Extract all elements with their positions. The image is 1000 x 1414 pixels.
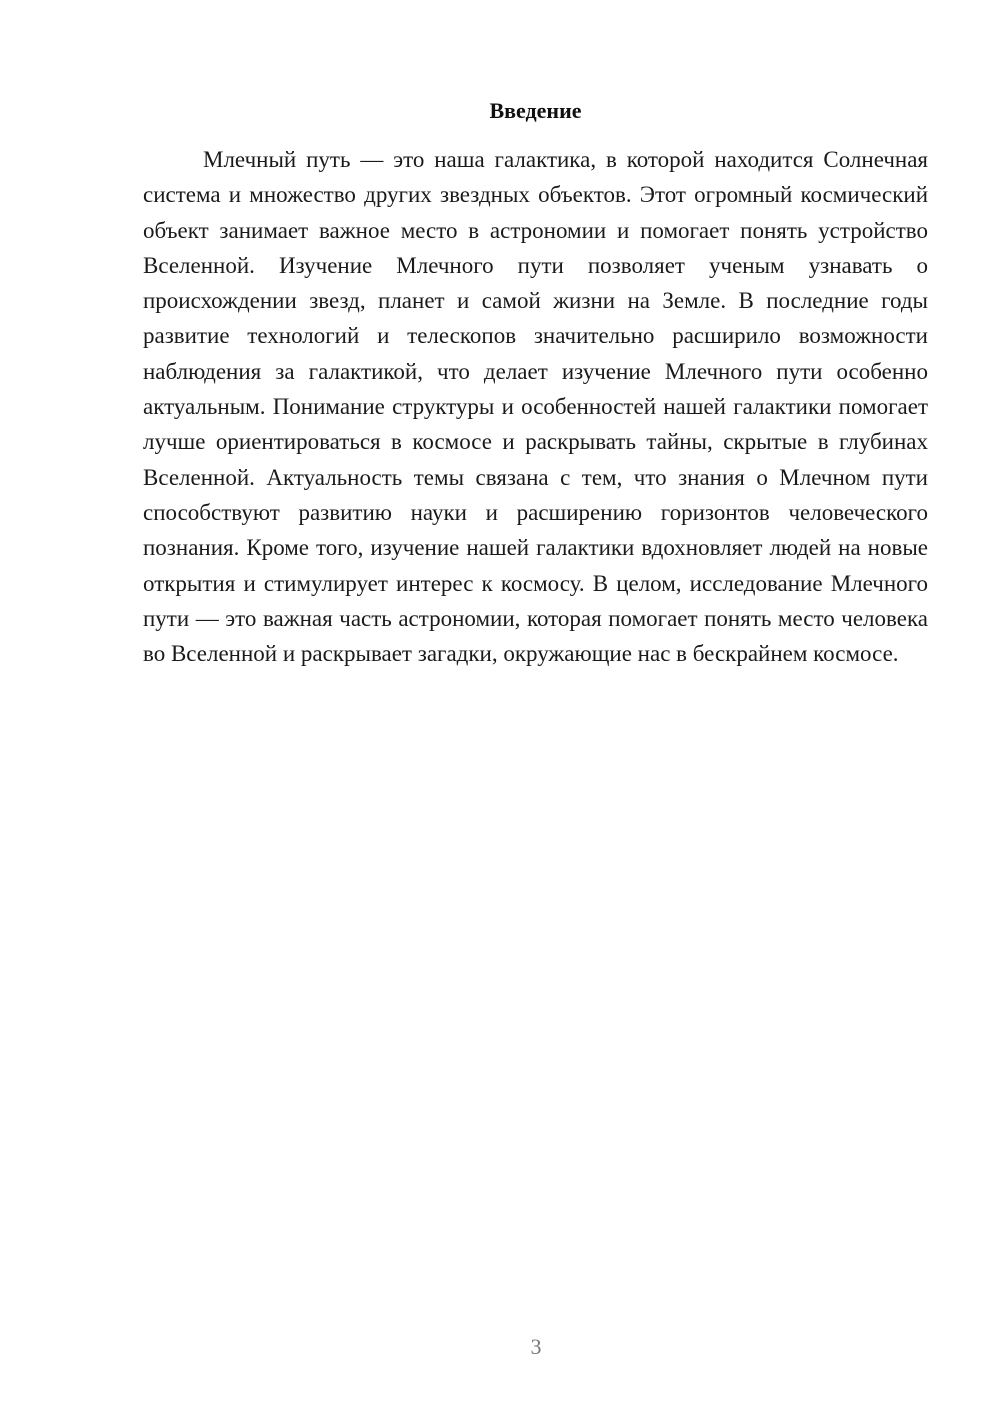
page-number: 3 — [530, 1334, 542, 1359]
section-heading: Введение — [489, 98, 582, 123]
body-paragraph: Млечный путь — это наша галактика, в которой находится Солнечная система и множество других звездных объектов. Этот огромный космический объект занимает важное место в астрономии и помогает понять устройство Вселенной. Изучение Млечного пути позволяет ученым узнавать о происхождении звезд, планет и самой жизни на Земле. В последние годы развитие технологий и телескопов значительно расширило возможности наблюдения за галактикой, что делает изучение Млечного пути особенно актуальным. Понимание структуры и особенностей нашей галактики помогает лучше ориентироваться в космосе и раскрывать тайны, скрытые в глубинах Вселенной. Актуальность темы связана с тем, что знания о Млечном пути способствуют развитию науки и расширению горизонтов человеческого познания. Кроме того, изучение нашей галактики вдохновляет людей на новые открытия и стимулирует интерес к космосу. В целом, исследование Млечного пути — это важная часть астрономии, которая помогает понять место человека во Вселенной и раскрывает загадки, окружающие нас в бескрайнем космосе. — [143, 147, 928, 667]
